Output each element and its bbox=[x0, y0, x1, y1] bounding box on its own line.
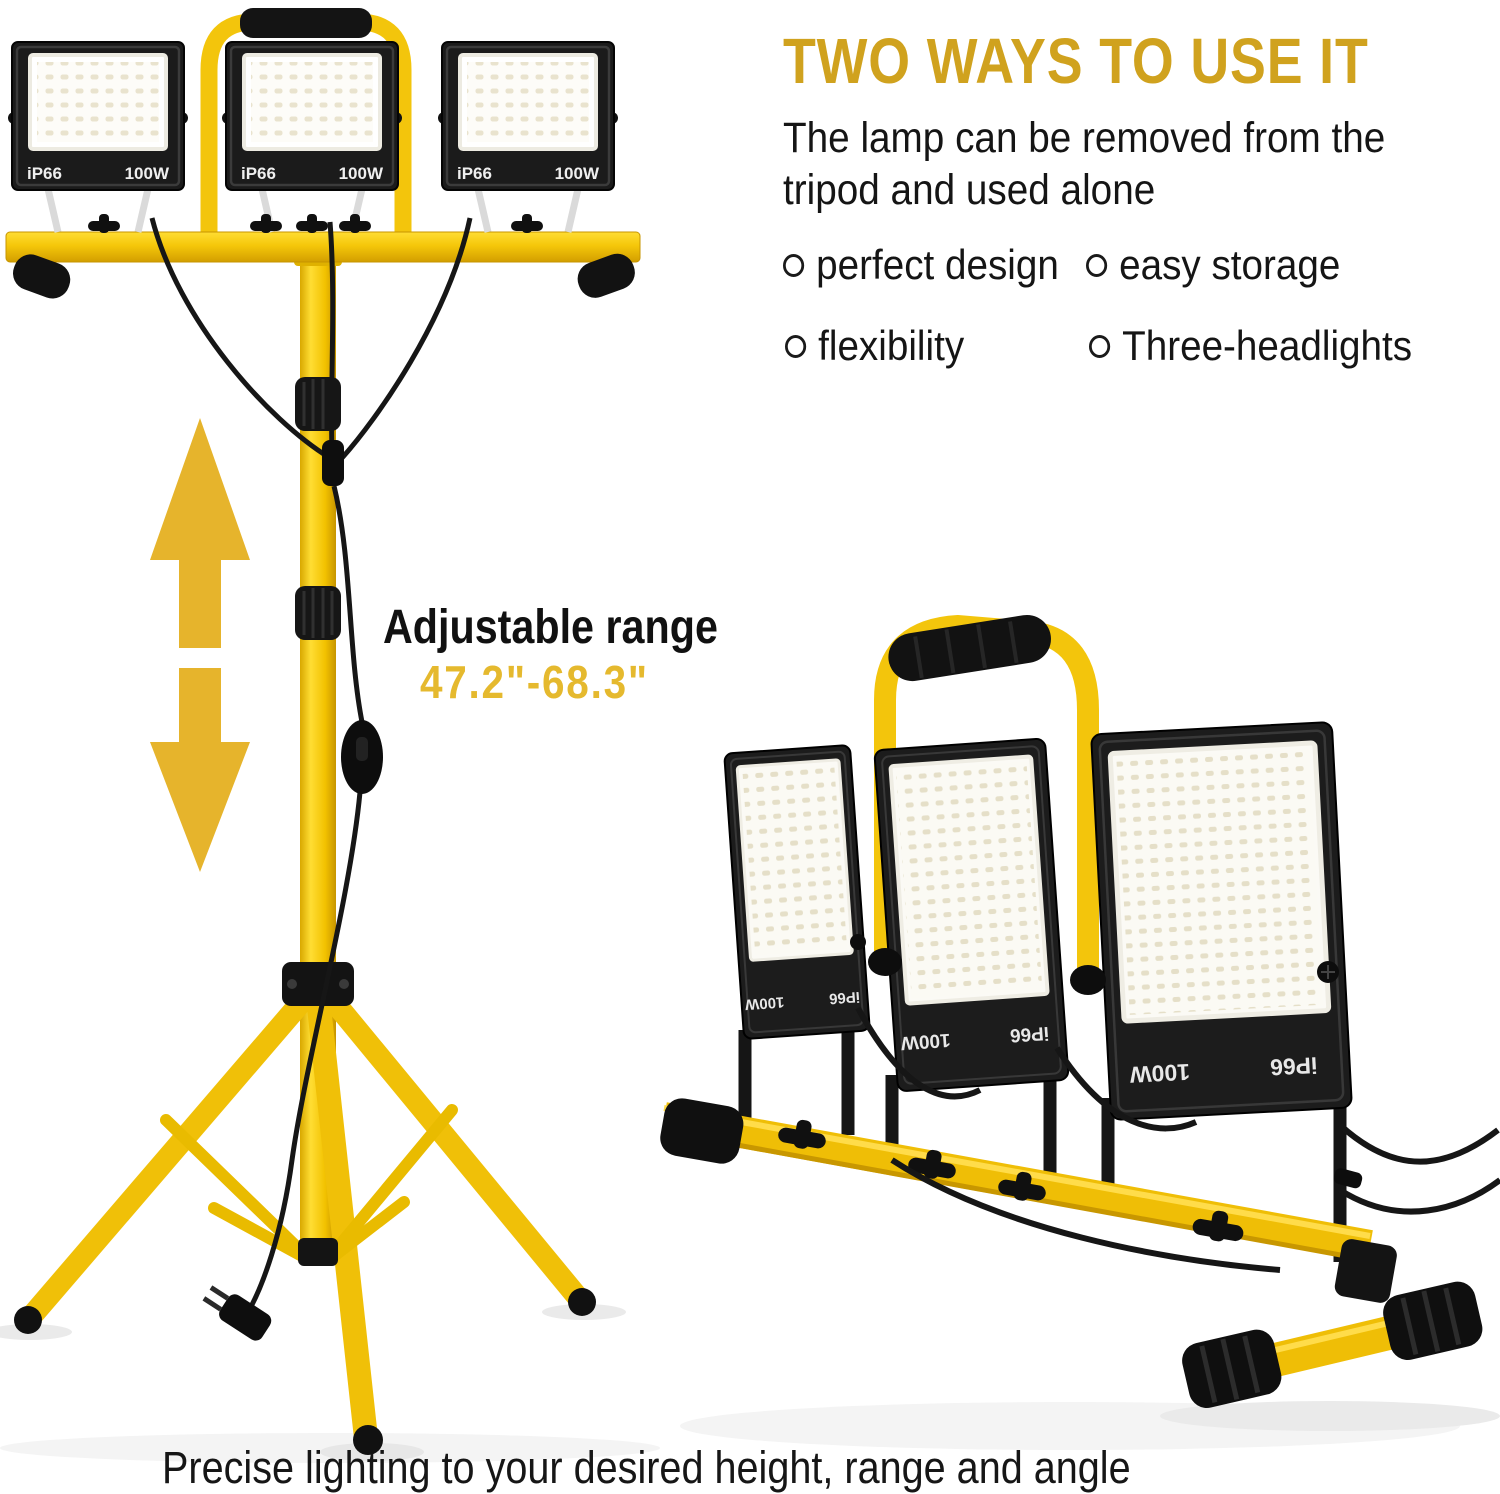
bullet-label: flexibility bbox=[818, 322, 965, 369]
inline-switch bbox=[341, 720, 383, 794]
foot-tube bbox=[1179, 1278, 1486, 1411]
adjustable-range-value: 47.2"-68.3" bbox=[420, 656, 649, 708]
bullet-perfect-design bbox=[783, 241, 1059, 289]
bullet-circle-icon bbox=[785, 335, 806, 358]
lamp-watt-label-mirrored: 100W bbox=[900, 1028, 952, 1054]
floor-shadow bbox=[0, 1304, 660, 1463]
lamp-ip-label-mirrored: iP66 bbox=[1009, 1021, 1050, 1046]
strut-collar bbox=[298, 1238, 338, 1266]
bullet-circle-icon bbox=[1089, 335, 1110, 358]
description-line2: tripod and used alone bbox=[783, 166, 1156, 215]
bullet-circle-icon bbox=[783, 254, 804, 277]
cable-connector bbox=[322, 440, 344, 486]
bottom-caption: Precise lighting to your desired height, range and angle bbox=[162, 1442, 1131, 1493]
lamp-watt-label-mirrored: 100W bbox=[744, 993, 785, 1013]
bullet-three-headlights bbox=[1089, 322, 1412, 370]
floodlight-right bbox=[1091, 722, 1352, 1120]
floodlight-right bbox=[442, 42, 614, 190]
page-title: TWO WAYS TO USE IT bbox=[783, 25, 1369, 97]
description-line1: The lamp can be removed from the bbox=[783, 114, 1386, 162]
standalone-light-illustration bbox=[640, 570, 1500, 1490]
floodlight-left bbox=[12, 42, 184, 190]
bullet-flexibility bbox=[785, 322, 964, 370]
up-arrow-icon bbox=[150, 418, 250, 648]
lamp-ip-label-mirrored: iP66 bbox=[828, 987, 861, 1008]
down-arrow-icon bbox=[150, 668, 250, 872]
handle-grip bbox=[240, 8, 372, 38]
bullet-circle-icon bbox=[1086, 254, 1107, 277]
description bbox=[783, 112, 1467, 217]
bullet-easy-storage bbox=[1086, 241, 1340, 289]
lamp-ip-label-mirrored: iP66 bbox=[1269, 1052, 1319, 1081]
base-beam bbox=[657, 1095, 1398, 1304]
bullet-label: easy storage bbox=[1119, 241, 1341, 288]
lamp-watt-label-mirrored: 100W bbox=[1129, 1058, 1191, 1088]
bullet-label: perfect design bbox=[816, 241, 1059, 288]
floodlight-center bbox=[226, 42, 398, 190]
tripod-light-illustration bbox=[0, 0, 740, 1470]
floodlight-left bbox=[724, 745, 870, 1039]
floodlight-center bbox=[874, 738, 1068, 1091]
tripod-feet bbox=[14, 1288, 596, 1455]
bullet-label: Three-headlights bbox=[1122, 322, 1413, 369]
pole-coupler-lower bbox=[295, 586, 341, 640]
power-plug bbox=[199, 1280, 274, 1343]
adjustable-range-label: Adjustable range bbox=[383, 601, 718, 654]
